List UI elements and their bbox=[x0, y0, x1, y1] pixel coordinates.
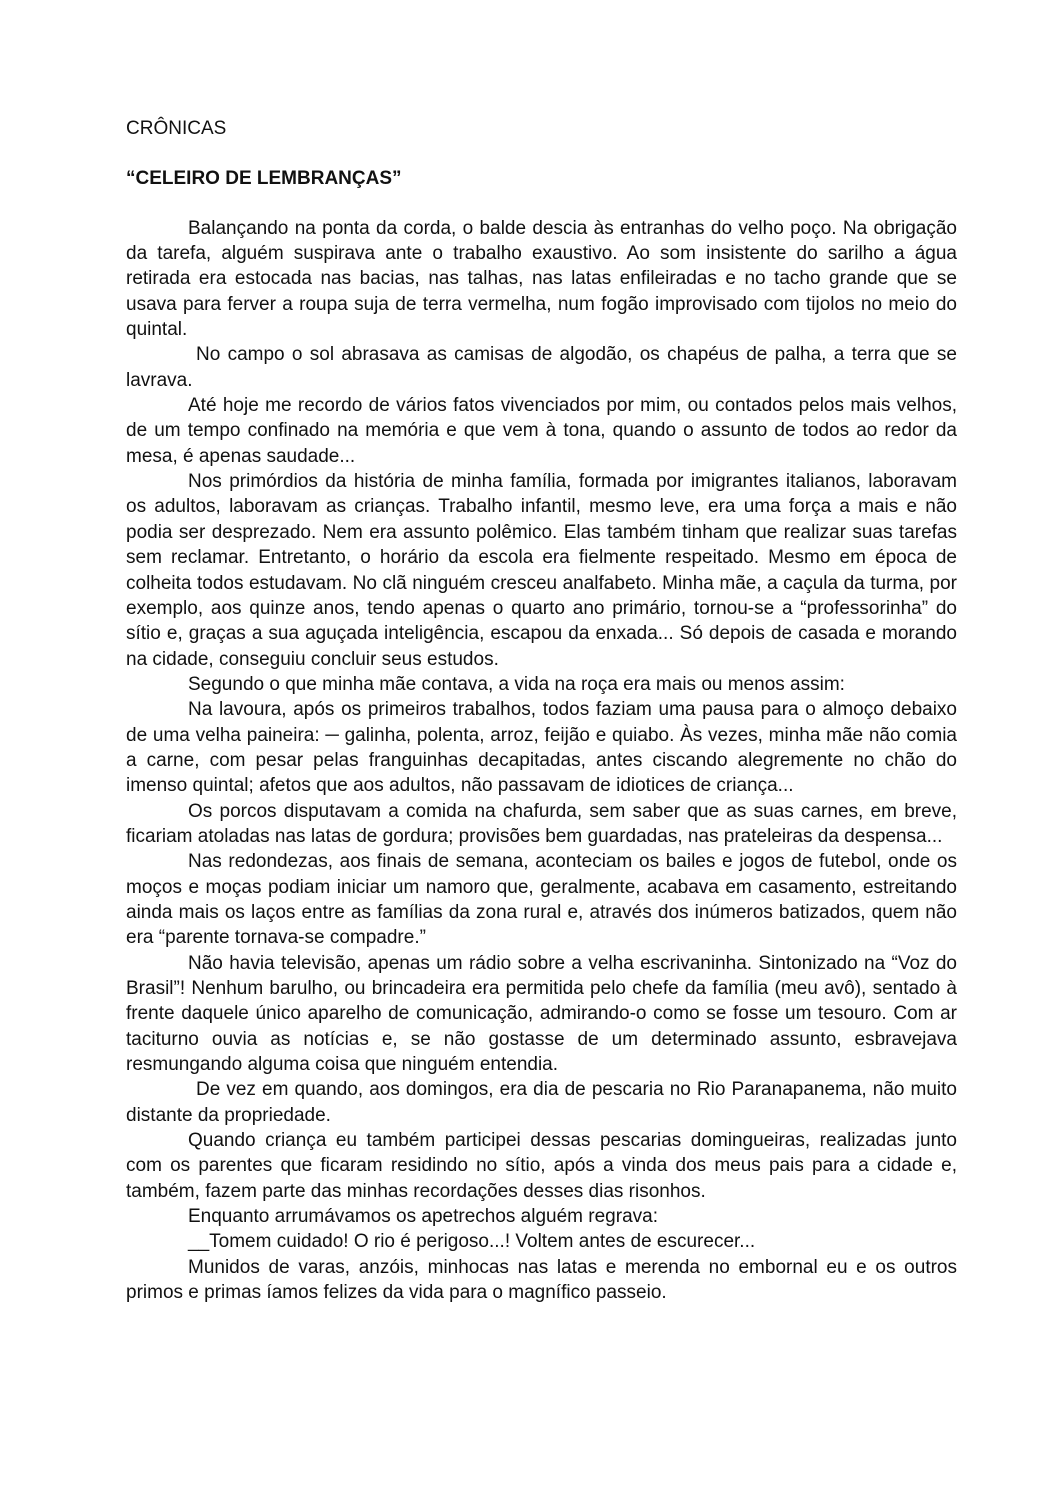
paragraph-4: Nos primórdios da história de minha família, formada por imigrantes italianos, laboravam os adultos, laboravam as crianças. Trabalho infantil, mesmo leve, era uma força a mais e não podia ser desprezado. Nem era assunto polêmico. Elas também tinham que realizar suas tarefas sem reclamar. Entretanto, o horário da escola era fielmente respeitado. Mesmo em época de colheita todos estudavam. No clã ninguém cresceu analfabeto. Minha mãe, a caçula da turma, por exemplo, aos quinze anos, tendo apenas o quarto ano primário, tornou-se a “professorinha” do sítio e, graças a sua aguçada inteligência, escapou da enxada... Só depois de casada e morando na cidade, conseguiu concluir seus estudos. bbox=[126, 471, 957, 670]
document-page bbox=[126, 116, 957, 1305]
paragraph-8: Nas redondezas, aos finais de semana, aconteciam os bailes e jogos de futebol, onde os moços e moças podiam iniciar um namoro que, geralmente, acabava em casamento, estreitando ainda mais os laços entre as famílias da zona rural e, através dos inúmeros batizados, quem não era “parente tornava-se compadre.” bbox=[126, 851, 957, 949]
paragraph-14: Munidos de varas, anzóis, minhocas nas latas e merenda no embornal eu e os outros primos e primas íamos felizes da vida para o magnífico passeio. bbox=[126, 1256, 957, 1304]
paragraph-13: __Tomem cuidado! O rio é perigoso...! Voltem antes de escurecer... bbox=[188, 1231, 756, 1253]
paragraph-10: De vez em quando, aos domingos, era dia de pescaria no Rio Paranapanema, não muito distante da propriedade. bbox=[126, 1079, 957, 1126]
paragraph-12: Enquanto arrumávamos os apetrechos alguém regrava: bbox=[188, 1206, 658, 1228]
paragraph-2: No campo o sol abrasava as camisas de algodão, os chapéus de palha, a terra que se lavrava. bbox=[126, 344, 957, 391]
paragraph-9: Não havia televisão, apenas um rádio sobre a velha escrivaninha. Sintonizado na “Voz do Brasil”! Nenhum barulho, ou brincadeira era permitida pelo chefe da família (meu avô), sentado à frente daquele único aparelho de comunicação, admirando-o como se fosse um tesouro. Com ar taciturno ouvia as notícias e, se não gostasse de um determinado assunto, esbravejava resmungando alguma coisa que ninguém entendia. bbox=[126, 952, 957, 1076]
paragraph-7: Os porcos disputavam a comida na chafurda, sem saber que as suas carnes, em breve, ficariam atoladas nas latas de gordura; provisões bem guardadas, nas prateleiras da despensa... bbox=[126, 800, 957, 847]
chronicle-title: “CELEIRO DE LEMBRANÇAS” bbox=[126, 168, 402, 190]
section-label: CRÔNICAS bbox=[126, 118, 227, 139]
paragraph-6: Na lavoura, após os primeiros trabalhos, todos faziam uma pausa para o almoço debaixo de uma velha paineira: ─ galinha, polenta, arroz, feijão e quiabo. Às vezes, minha mãe não comia a carne, com pesar pelas franguinhas decapitadas, antes ciscando alegremente no chão do imenso quintal; afetos que aos adultos, não passavam de idiotices de criança... bbox=[126, 699, 957, 797]
paragraph-11: Quando criança eu também participei dessas pescarias domingueiras, realizadas junto com os parentes que ficaram residindo no sítio, após a vinda dos meus pais para a cidade e, também, fazem parte das minhas recordações desses dias risonhos. bbox=[126, 1130, 957, 1202]
paragraph-1: Balançando na ponta da corda, o balde descia às entranhas do velho poço. Na obrigação da tarefa, alguém suspirava ante o trabalho exaustivo. Ao som insistente do sarilho a água retirada era estocada nas bacias, nas talhas, nas latas enfileiradas e no tacho grande que se usava para ferver a roupa suja de terra vermelha, num fogão improvisado com tijolos no meio do quintal. bbox=[126, 217, 957, 341]
paragraph-3: Até hoje me recordo de vários fatos vivenciados por mim, ou contados pelos mais velhos, de um tempo confinado na memória e que vem à tona, quando o assunto de todos ao redor da mesa, é apenas saudade... bbox=[126, 395, 957, 467]
paragraph-5: Segundo o que minha mãe contava, a vida na roça era mais ou menos assim: bbox=[188, 673, 845, 695]
